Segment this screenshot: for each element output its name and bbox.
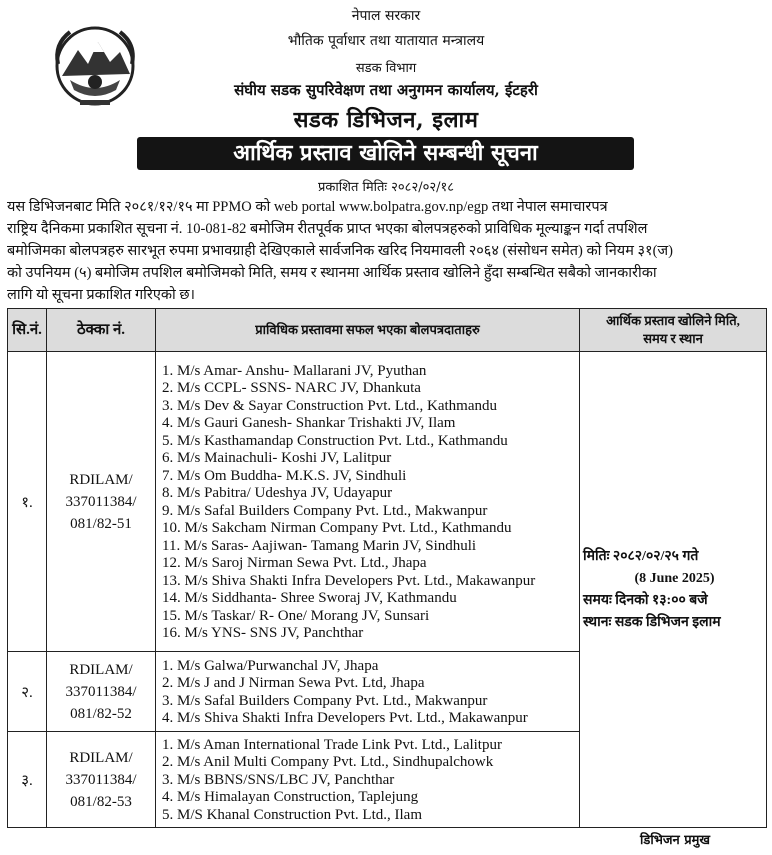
paragraph-line: राष्ट्रिय दैनिकमा प्रकाशित सूचना नं. 10-081-82 बमोजिम रीतपूर्वक प्राप्त भएका बोलपत्रहरुको प्राविधिक मूल्याङ्कन गर्दा तपशिल	[7, 221, 648, 237]
contract-line: 337011384/	[65, 493, 137, 510]
row-contract	[47, 652, 156, 732]
bidder-item: 15. M/s Taskar/ R- One/ Morang JV, Sunsari	[162, 607, 430, 624]
contract-line: RDILAM/	[69, 661, 133, 678]
published-date: प्रकाशित मितिः २०८२/०२/१८	[317, 180, 454, 195]
header-contract: ठेक्का नं.	[47, 309, 156, 352]
bidder-item: 12. M/s Saroj Nirman Sewa Pvt. Ltd., Jhapa	[162, 555, 427, 571]
bidder-item: 2. M/s CCPL- SSNS- NARC JV, Dhankuta	[162, 380, 421, 396]
bidder-item: 8. M/s Pabitra/ Udeshya JV, Udayapur	[162, 485, 393, 501]
table-row	[8, 352, 767, 652]
opening-date-en: (8 June 2025)	[634, 570, 715, 586]
government-name: नेपाल सरकार	[351, 8, 421, 24]
paragraph-line: को उपनियम (५) बमोजिम तपशिल बमोजिमको मिति, समय र स्थानमा आर्थिक प्रस्ताव खोलिने हुँदा सम्बन्धित सबैको जानकारीका	[7, 265, 657, 281]
bidder-item: 4. M/s Shiva Shakti Infra Developers Pvt. Ltd., Makawanpur	[162, 710, 528, 726]
contract-line: 081/82-51	[70, 515, 132, 532]
opening-time: समयः दिनको १३:०० बजे	[583, 592, 708, 608]
paragraph-line: बमोजिमका बोलपत्रहरु सारभूत रुपमा प्रभावग्राही देखिएकाले सार्वजनिक खरिद नियमावली २०६४ (संसोधन समेत) को नियम ३१(ज)	[7, 243, 673, 259]
bidder-item: 4. M/s Himalayan Construction, Taplejung	[162, 789, 419, 806]
division-name: सडक डिभिजन, इलाम	[293, 107, 479, 133]
row-sn: २.	[8, 652, 47, 732]
paragraph-line: लागि यो सूचना प्रकाशित गरिएको छ।	[7, 287, 196, 303]
ministry-name: भौतिक पूर्वाधार तथा यातायात मन्त्रालय	[287, 33, 485, 49]
contract-line: RDILAM/	[69, 749, 133, 766]
row-bidders	[156, 732, 580, 828]
contract-line: RDILAM/	[69, 471, 133, 488]
bidder-item: 3. M/s Dev & Sayar Construction Pvt. Ltd., Kathmandu	[162, 397, 497, 414]
office-name: संघीय सडक सुपरिवेक्षण तथा अनुगमन कार्यालय, ईटहरी	[234, 81, 538, 99]
table-header-row	[8, 309, 767, 352]
header-opening	[580, 309, 767, 352]
header-sn: सि.नं.	[8, 309, 47, 352]
bidder-item: 14. M/s Siddhanta- Shree Sworaj JV, Kathmandu	[162, 590, 457, 606]
bidder-item: 7. M/s Om Buddha- M.K.S. JV, Sindhuli	[162, 467, 407, 484]
bidder-item: 4. M/s Gauri Ganesh- Shankar Trishakti JV, Ilam	[162, 415, 456, 431]
row-contract	[47, 732, 156, 828]
contract-line: 081/82-53	[70, 793, 132, 810]
bidder-item: 1. M/s Aman International Trade Link Pvt. Ltd., Lalitpur	[162, 736, 502, 753]
opening-info	[580, 352, 767, 828]
bidder-item: 1. M/s Galwa/Purwanchal JV, Jhapa	[162, 657, 379, 674]
row-bidders	[156, 352, 580, 652]
bidder-item: 11. M/s Saras- Aajiwan- Tamang Marin JV, Sindhuli	[162, 537, 477, 554]
notice-paragraph	[7, 196, 767, 306]
header-opening-line2: समय र स्थान	[643, 331, 703, 346]
bidder-item: 3. M/s Safal Builders Company Pvt. Ltd., Makwanpur	[162, 692, 488, 709]
header-bidders: प्राविधिक प्रस्तावमा सफल भएका बोलपत्रदाताहरु	[156, 309, 580, 352]
contract-line: 081/82-52	[70, 705, 132, 722]
paragraph-line: यस डिभिजनबाट मिति २०८१/१२/१५ मा PPMO को web portal www.bolpatra.gov.np/egp तथा नेपाल समाचारपत्र	[7, 199, 608, 215]
signature-label: डिभिजन प्रमुख	[640, 833, 711, 848]
opening-place: स्थानः सडक डिभिजन इलाम	[583, 614, 721, 630]
row-sn: १.	[8, 352, 47, 652]
department-name: सडक विभाग	[355, 61, 417, 76]
bidder-item: 10. M/s Sakcham Nirman Company Pvt. Ltd., Kathmandu	[162, 520, 512, 536]
bidder-item: 1. M/s Amar- Anshu- Mallarani JV, Pyuthan	[162, 362, 427, 379]
contract-line: 337011384/	[65, 683, 137, 700]
row-contract	[47, 352, 156, 652]
opening-date: मितिः २०८२/०२/२५ गते	[583, 548, 699, 564]
bid-opening-table	[7, 308, 767, 828]
bidder-item: 2. M/s J and J Nirman Sewa Pvt. Ltd, Jhapa	[162, 675, 425, 691]
contract-line: 337011384/	[65, 771, 137, 788]
notice-title: आर्थिक प्रस्ताव खोलिने सम्बन्धी सूचना	[137, 137, 634, 170]
bidder-item: 5. M/S Khanal Construction Pvt. Ltd., Ilam	[162, 806, 422, 823]
bidder-item: 5. M/s Kasthamandap Construction Pvt. Ltd., Kathmandu	[162, 432, 508, 449]
bidder-item: 9. M/s Safal Builders Company Pvt. Ltd., Makwanpur	[162, 502, 488, 519]
bidder-item: 2. M/s Anil Multi Company Pvt. Ltd., Sindhupalchowk	[162, 754, 494, 771]
bidder-item: 3. M/s BBNS/SNS/LBC JV, Panchthar	[162, 771, 395, 788]
row-bidders	[156, 652, 580, 732]
row-sn: ३.	[8, 732, 47, 828]
bidder-item: 16. M/s YNS- SNS JV, Panchthar	[162, 625, 364, 641]
bidder-item: 13. M/s Shiva Shakti Infra Developers Pvt. Ltd., Makawanpur	[162, 572, 536, 589]
bidder-item: 6. M/s Mainachuli- Koshi JV, Lalitpur	[162, 450, 392, 466]
header-opening-line1: आर्थिक प्रस्ताव खोलिने मिति,	[606, 313, 740, 328]
